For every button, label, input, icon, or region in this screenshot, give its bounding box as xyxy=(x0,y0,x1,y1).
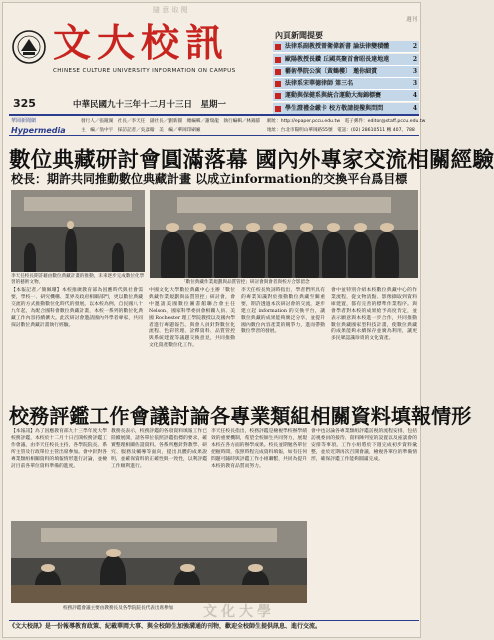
issue-number: 325 xyxy=(13,97,36,110)
article2-headline: 校務評鑑工作會議討論各專業類組相關資料填報情形 xyxy=(9,404,472,428)
contact-web-line[interactable]: 網址：http://epaper.pccu.edu.tw 電子郵件：editor@staff.pccu.edu.tw xyxy=(267,119,426,124)
toc-item[interactable]: 運動與保健系與統合運動大海錦標賽 4 xyxy=(273,90,419,102)
square-bullet-icon xyxy=(275,69,281,75)
toc-item[interactable]: 法律系副教授曾衛偉新書 論法律變積體 2 xyxy=(273,41,419,53)
square-bullet-icon xyxy=(275,57,281,63)
toc-heading: 內頁新聞提要 xyxy=(275,30,323,40)
watermark-stamp: 文化大學 xyxy=(203,604,275,620)
article2-column: 李天任校長指出，校務評鑑是檢視學校辦學績效的重要機制，希望全校師生共同努力，展現本校在各方面的辦學成果。校長並期勉各單位把握時間，依照時程完成資料填報，如有任何問題可隨時與評鑑工作小組聯繫，共同為提升本校的教育品質而努力。 xyxy=(211,429,307,469)
issue-row xyxy=(9,97,267,111)
article2-column: 【本報訊】為了因應教育部九十三學年度大學校務評鑑，本校於十二月十日召開校務評鑑工作會議，由李天任校長主持，各學院院長、系所主管及行政單位主管出席參加。會中針對各專業類組相關資料的填報情形進行討論，並檢討目前各單位資料準備的進度。 xyxy=(11,429,107,469)
article1-photo-left xyxy=(11,190,145,272)
toc-item[interactable]: 法律系宋華德律師 第三名 3 xyxy=(273,78,419,90)
staff-line: 發行人／張鏡湖 社長／李天任 副社長／劉新圓 總編輯／謝瑞龍 執行編輯／林錦郁 xyxy=(81,119,261,124)
article1-column: 會中並特別介紹本校數位典藏中心的作業流程，從文物清點、影像擷取到資料庫建置，都有完善的標準作業程序。與會學者對本校的成果給予高度肯定，並表示願意與本校進一步合作，共同推動數位典藏國家型科技計畫，使數位典藏的成果能夠永續保存並廣為利用，讓更多民眾認識珍貴的文化資產。 xyxy=(331,288,417,342)
article1-column: 李天任校長致詞時指出，學者們所具有的專業知識對於推動數位典藏至關重要，期許透過本次研討會的交流，逐步建立起 information 的交換平台，讓數位典藏的成果能夠廣泛分享，並提升國內數位內容產業的競爭力，進而帶動數位學習的發展。 xyxy=(241,288,325,335)
corner-label: 週刊 xyxy=(406,17,417,23)
article1-photo-right xyxy=(150,190,418,278)
staff-line: 主 編／翁中宇 採訪記者／吳彥翰 美 編／華岡印刷廠 xyxy=(81,128,201,133)
newsletter-title: 文大校訊 xyxy=(53,20,230,65)
footer-note: 《文大校訊》是一份報導教育政策、紀載華岡大事、與全校師生加強溝通的刊物，歡迎全校師生提供訊息、進行交流。 xyxy=(9,620,419,632)
square-bullet-icon xyxy=(275,81,281,87)
article2-caption: 校務評鑑會議主要由教務長及各學院院長代表出席參加 xyxy=(63,606,174,611)
article2-column: 會中也討論各專業類組評鑑訪視的流程安排，包括訪視委員的接待、資料陳列室的設置以及座談會的安排等事項。工作小組將於下週完成初步資料彙整，並於近期再次召開會議，檢視各單位的準備情形，確保評鑑工作能夠圓滿完成。 xyxy=(311,429,417,462)
toc-item[interactable]: 歐陽教授長鑽 丘國英聚首會昭長達地遠 2 xyxy=(273,54,419,66)
masthead xyxy=(9,15,267,95)
article2-photo xyxy=(11,521,307,603)
square-bullet-icon xyxy=(275,106,281,112)
article1-column: 中國文化大學數位典藏中心主辦「數位典藏作業規劃與品質管控」研討會，會中邀請美國數位圖書館聯合會主任 Nelson、國家科學委員會相關人員、美國 Rochester 理工學院教授以及國內學者進行專題報告。與會人員針對數位化流程、色彩管理、詮釋資料、品質管控與系統建置等議題交換意見，共同推動文化資產數位化工作。 xyxy=(149,288,235,349)
issue-date: 中華民國九十三年十二月十三日 星期一 xyxy=(73,100,227,110)
square-bullet-icon xyxy=(275,93,281,99)
newsletter-page xyxy=(2,2,494,638)
publication-info-bar xyxy=(9,114,426,136)
contact-address-line: 地址：台北市陽明山華岡路55號 電話：(02) 28610511 轉 407、788 xyxy=(267,128,415,133)
media-label-cn: 華岡新聞網 xyxy=(11,118,37,124)
article1-caption-left: 李天任校長期許藉由數位典藏計畫的推動，未來逐步完成數位化學習的藝術文物。 xyxy=(11,274,145,285)
toc-item[interactable]: 學生證禮金繳卡 校方敬請提撥與問問 4 xyxy=(273,103,419,115)
newsletter-subtitle: CHINESE CULTURE UNIVERSITY INFORMATION ON CAMPUS xyxy=(53,68,236,74)
article1-subhead: 校長：期許共同推動數位典藏計畫 以成立information的交換平台爲目標 xyxy=(11,172,408,186)
toc-item[interactable]: 藝術學院公演〔黃鶴樓〕 邀你細賞 3 xyxy=(273,66,419,78)
media-label: Hypermedia xyxy=(11,126,66,135)
article2-column: 教務長表示，校務評鑑的各項資料填報工作已陸續展開，請各單位依照評鑑指標的要求，確實整理相關佐證資料。各系所應針對教學、研究、服務及輔導等面向，提出具體的成果說明，並確保資料的正確性與一致性，以利評鑑工作順利進行。 xyxy=(111,429,207,469)
table-of-contents xyxy=(273,29,419,115)
article1-headline: 數位典藏研討會圓滿落幕 國內外專家交流相關經驗 xyxy=(9,148,494,173)
university-seal-icon xyxy=(11,29,47,65)
square-bullet-icon xyxy=(275,44,281,50)
top-stamp: 隨 意 取 閱 xyxy=(153,6,188,14)
article1-column: 【本報記者／簡佩珊】本校推廣教育部為因應時代與社會需要，學校一、研究機構、業界及政府相關部門，更以數位典藏交流的方式推動數位化時代的發展。以本校為例，自民國八十九年起，為配合國科會數位典藏計畫，本校一系列的數位化典藏工作內容持續擴大。此次研討會邀請國內外學者專家，共同探討數位典藏計畫執行經驗。 xyxy=(11,288,143,328)
article1-caption-right: 「數位典藏作業規劃與品質管控」研討會與會者與校方合影留念 xyxy=(181,280,310,285)
